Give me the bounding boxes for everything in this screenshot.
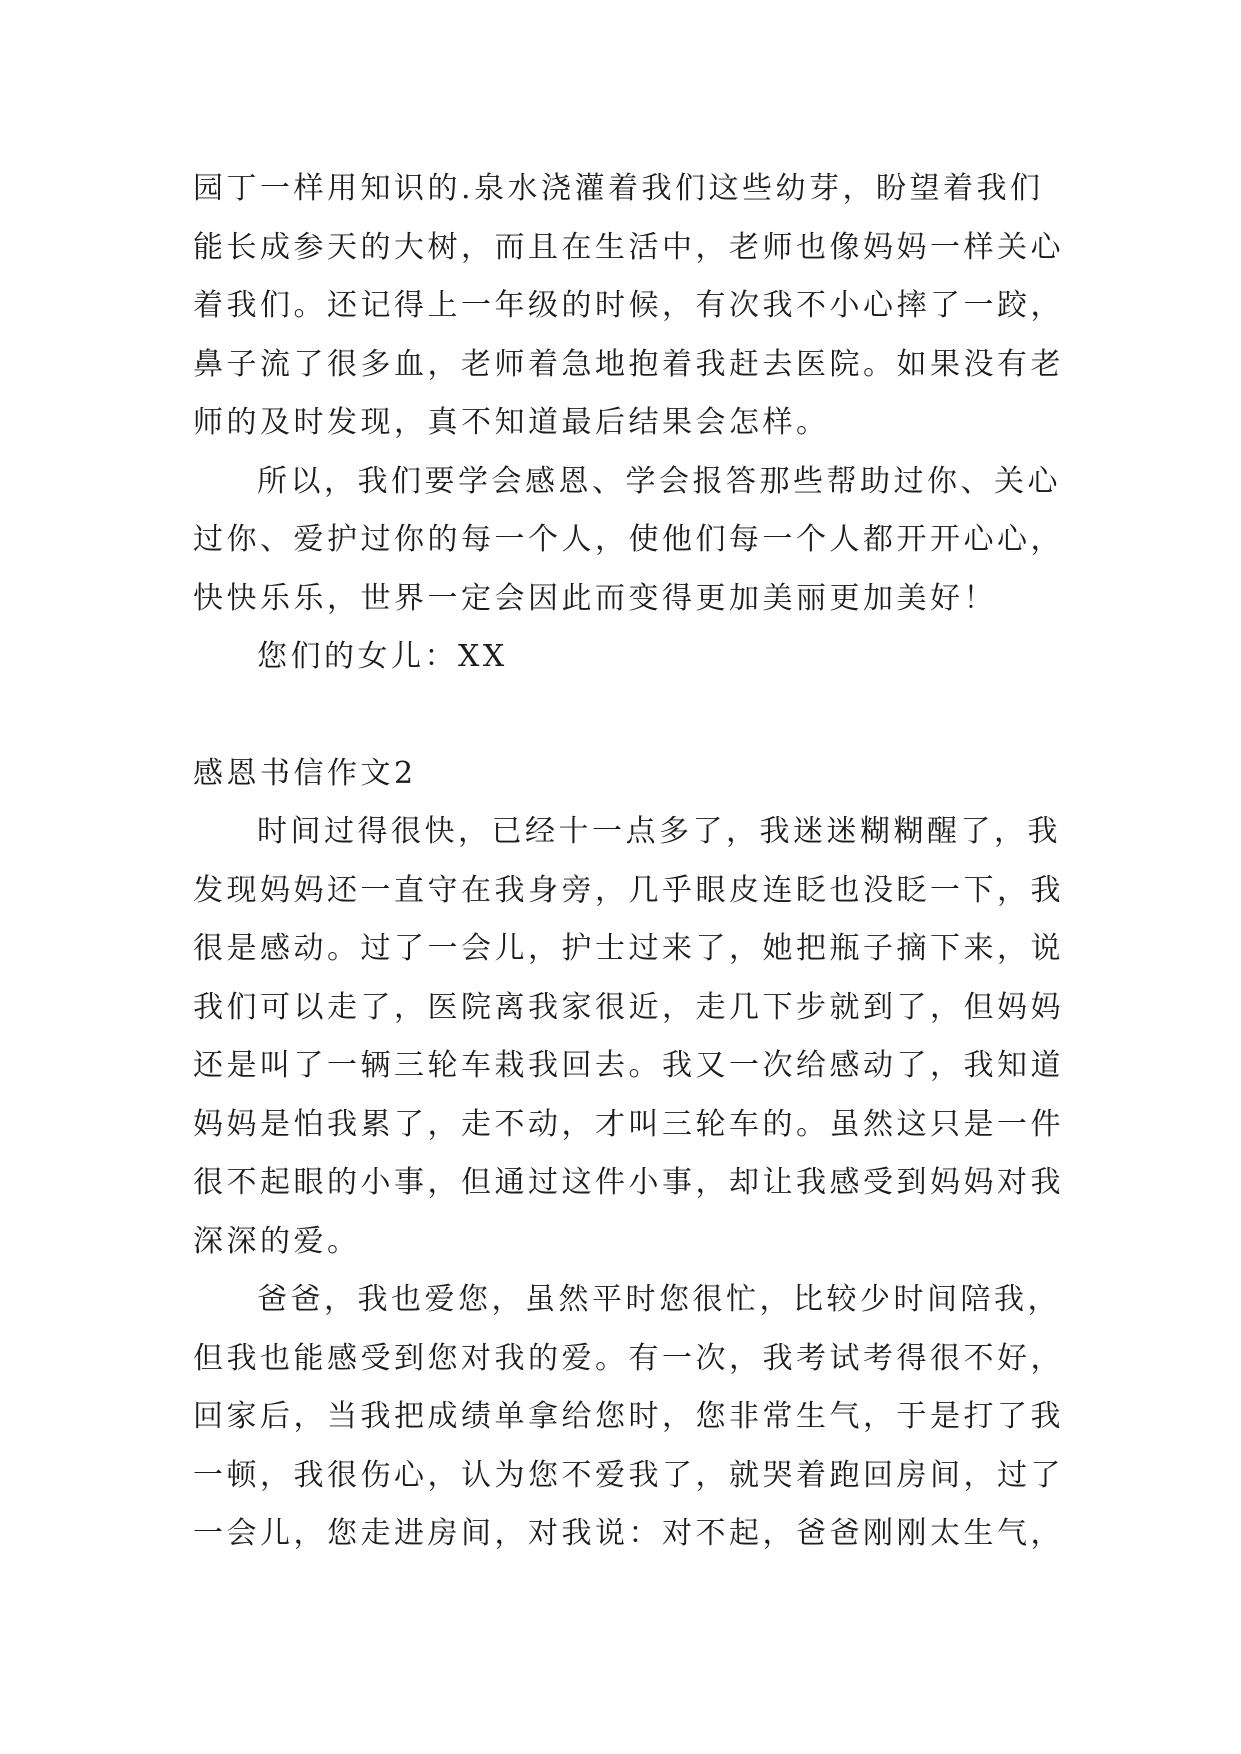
text-line: 所以，我们要学会感恩、学会报答那些帮助过你、关心 (257, 463, 1061, 499)
text-line: 深深的爱。 (193, 1223, 361, 1259)
document-body (193, 160, 1073, 1564)
text-line: 过你、爱护过你的每一个人，使他们每一个人都开开心心， (193, 522, 1064, 557)
text-line: 快快乐乐，世界一定会因此而变得更加美丽更加美好！ (193, 580, 997, 616)
text-line: 爸爸，我也爱您，虽然平时您很忙，比较少时间陪我， (257, 1282, 1061, 1317)
text-line: 师的及时发现，真不知道最后结果会怎样。 (193, 405, 830, 440)
text-line: 很不起眼的小事，但通过这件小事，却让我感受到妈妈对我 (193, 1165, 1064, 1200)
text-line: 还是叫了一辆三轮车栽我回去。我又一次给感动了，我知道 (193, 1048, 1064, 1083)
text-line: 着我们。还记得上一年级的时候，有次我不小心摔了一跤， (193, 288, 1064, 323)
text-line: 时间过得很快，已经十一点多了，我迷迷糊糊醒了，我 (257, 814, 1061, 849)
paragraph-mother-care (193, 803, 1073, 1271)
text-line: 能长成参天的大树，而且在生活中，老师也像妈妈一样关心 (193, 229, 1064, 265)
text-line: 妈妈是怕我累了，走不动，才叫三轮车的。虽然这只是一件 (193, 1106, 1064, 1142)
essay-title: 感恩书信作文2 (193, 755, 417, 791)
text-line: 发现妈妈还一直守在我身旁，几乎眼皮连眨也没眨一下，我 (193, 872, 1064, 908)
text-line: 一顿，我很伤心，认为您不爱我了，就哭着跑回房间，过了 (193, 1457, 1064, 1493)
paragraph-father-love (193, 1271, 1073, 1564)
signature: 您们的女儿：XX (257, 639, 508, 674)
spacer (193, 687, 1073, 745)
text-line: 一会儿，您走进房间，对我说：对不起，爸爸刚刚太生气， (193, 1516, 1064, 1551)
text-line: 鼻子流了很多血，老师着急地抱着我赶去医院。如果没有老 (193, 346, 1064, 382)
paragraph-teacher-care (193, 160, 1073, 453)
text-line: 园丁一样用知识的.泉水浇灌着我们这些幼芽，盼望着我们 (193, 171, 1044, 206)
text-line: 很是感动。过了一会儿，护士过来了，她把瓶子摘下来，说 (193, 931, 1064, 966)
paragraph-gratitude (193, 453, 1073, 629)
text-line: 但我也能感受到您对我的爱。有一次，我考试考得很不好， (193, 1340, 1064, 1376)
text-line: 回家后，当我把成绩单拿给您时，您非常生气，于是打了我 (193, 1399, 1064, 1434)
text-line: 我们可以走了，医院离我家很近，走几下步就到了，但妈妈 (193, 989, 1064, 1025)
